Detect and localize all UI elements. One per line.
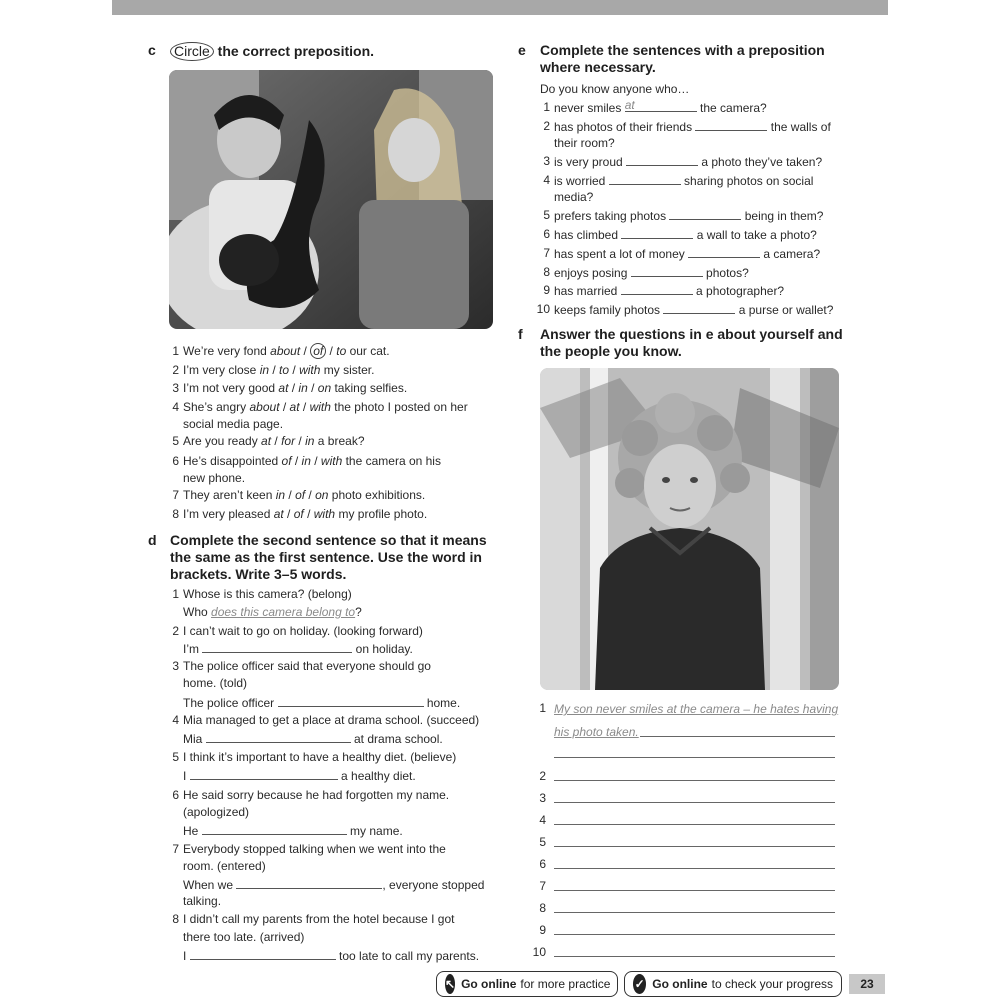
- item-text: Everybody stopped talking when we went into the: [183, 842, 446, 856]
- item-number: 7: [543, 246, 550, 260]
- preposition-option[interactable]: for: [281, 434, 296, 448]
- item-number: 4: [539, 813, 546, 827]
- answer-line[interactable]: [554, 890, 835, 891]
- item-text: home.: [423, 696, 461, 710]
- item-text: , everyone stopped: [382, 878, 485, 892]
- item-number: 5: [539, 835, 546, 849]
- item-text: on holiday.: [352, 642, 413, 656]
- checkmark-icon: ✓: [633, 974, 646, 994]
- item-text: Whose is this camera? (belong): [183, 587, 352, 601]
- answer-blank[interactable]: [621, 226, 693, 239]
- e-item-7: [543, 245, 821, 263]
- item-number: 1: [172, 587, 179, 601]
- heading-text: Answer the questions in: [540, 326, 706, 342]
- preposition-option[interactable]: of: [293, 507, 304, 521]
- item-text: I can’t wait to go on holiday. (looking forward): [183, 624, 423, 638]
- option-separator: /: [303, 507, 314, 521]
- item-number: 4: [172, 400, 179, 414]
- section-e-heading: [518, 42, 825, 76]
- item-number: 2: [172, 363, 179, 377]
- item-number: 8: [543, 265, 550, 279]
- preposition-option[interactable]: to: [279, 363, 290, 377]
- item-text: photo exhibitions.: [328, 488, 426, 502]
- d-item-7: [172, 841, 446, 858]
- e-item-1: [543, 98, 767, 117]
- option-separator: /: [300, 344, 311, 358]
- item-number: 4: [543, 173, 550, 187]
- c-item-6: [172, 453, 441, 470]
- preposition-option[interactable]: in: [301, 454, 311, 468]
- item-text: I’m not very good: [183, 381, 279, 395]
- section-letter: d: [148, 532, 157, 548]
- item-text: sharing photos on social: [680, 174, 814, 188]
- example-answer: My son never smiles at the camera – he hates having: [554, 702, 839, 716]
- item-text: has climbed: [554, 228, 622, 242]
- item-number: 3: [172, 381, 179, 395]
- item-text: the photo I posted on her: [330, 400, 468, 414]
- item-text: the camera on his: [342, 454, 441, 468]
- preposition-option[interactable]: of: [295, 488, 306, 502]
- option-separator: /: [285, 488, 296, 502]
- e-item-3: [543, 153, 823, 171]
- e-item-5: [543, 207, 824, 225]
- item-text: the camera?: [696, 101, 767, 115]
- option-separator: /: [291, 454, 302, 468]
- item-number: 9: [539, 923, 546, 937]
- e-item-4-cont: media?: [554, 190, 594, 204]
- d-item-8-cont: there too late. (arrived): [183, 930, 305, 944]
- item-number: 5: [172, 750, 179, 764]
- item-text: I’m: [183, 642, 203, 656]
- answer-line[interactable]: [554, 956, 835, 957]
- answer-blank[interactable]: [626, 153, 698, 166]
- item-number: 8: [539, 901, 546, 915]
- e-item-4: [543, 172, 814, 190]
- item-text: never smiles: [554, 101, 625, 115]
- curly-haired-boy-photo: [540, 368, 839, 690]
- answer-blank[interactable]: [190, 947, 336, 960]
- answer-line[interactable]: [554, 868, 835, 869]
- option-separator: /: [295, 434, 306, 448]
- item-number: 1: [543, 100, 550, 114]
- circled-preposition-option[interactable]: of: [310, 343, 326, 359]
- option-separator: /: [283, 507, 294, 521]
- d-item-8-answer-line: [183, 947, 479, 965]
- item-text: has photos of their friends: [554, 120, 696, 134]
- option-separator: /: [310, 454, 321, 468]
- c-item-4-cont: social media page.: [183, 417, 284, 431]
- f-example-answer-line-1: [554, 701, 838, 718]
- f-example-answer-line-2: [554, 724, 639, 741]
- answer-line[interactable]: [554, 846, 835, 847]
- item-text: a photographer?: [692, 284, 785, 298]
- item-number: 1: [172, 344, 179, 358]
- d-item-7-answer-line: [183, 876, 484, 894]
- c-item-4: [172, 399, 468, 416]
- d-item-2: [172, 623, 423, 640]
- item-number: 6: [172, 788, 179, 802]
- answer-blank[interactable]: [688, 245, 760, 258]
- preposition-option[interactable]: about: [270, 344, 301, 358]
- item-number: 2: [539, 769, 546, 783]
- item-text: He: [183, 824, 202, 838]
- item-text: He said sorry because he had forgotten my name.: [183, 788, 450, 802]
- button-label: for more practice: [520, 977, 611, 991]
- heading-text: about yourself and: [713, 326, 843, 342]
- circled-word: Circle: [170, 42, 214, 61]
- item-text: She’s angry: [183, 400, 250, 414]
- answer-blank[interactable]: [695, 118, 767, 131]
- answer-line[interactable]: [554, 780, 835, 781]
- answer-blank[interactable]: [663, 301, 735, 314]
- item-text: ?: [355, 605, 362, 619]
- answer-line[interactable]: [554, 824, 835, 825]
- answer-blank[interactable]: [202, 640, 352, 653]
- answer-blank[interactable]: [609, 172, 681, 185]
- preposition-option[interactable]: with: [313, 507, 336, 521]
- option-separator: /: [271, 434, 282, 448]
- item-text: He’s disappointed: [183, 454, 282, 468]
- heading-bold: e: [705, 326, 714, 342]
- c-item-5: [172, 433, 365, 450]
- item-number: 3: [543, 154, 550, 168]
- item-text: my profile photo.: [335, 507, 428, 521]
- top-banner: [112, 0, 888, 15]
- cursor-arrow-icon: ↖: [445, 974, 455, 994]
- item-text: I: [183, 949, 190, 963]
- item-text: a healthy diet.: [337, 769, 416, 783]
- item-text: I think it’s important to have a healthy diet. (believe): [183, 750, 457, 764]
- answer-line[interactable]: [554, 757, 835, 758]
- couple-with-cat-photo: [169, 70, 493, 329]
- preposition-option[interactable]: about: [249, 400, 280, 414]
- section-letter: f: [518, 326, 523, 342]
- item-number: 6: [543, 227, 550, 241]
- e-item-6: [543, 226, 817, 244]
- item-number: 6: [539, 857, 546, 871]
- item-text: my sister.: [320, 363, 375, 377]
- d-item-8: [172, 911, 455, 928]
- heading-text: the people you know.: [540, 343, 682, 359]
- section-f-heading: [518, 326, 843, 360]
- c-item-2: [172, 362, 375, 379]
- preposition-option[interactable]: with: [309, 400, 331, 414]
- example-answer-blank: [625, 99, 697, 112]
- c-item-6-cont: new phone.: [183, 471, 246, 485]
- item-text: is worried: [554, 174, 609, 188]
- item-number: 4: [172, 713, 179, 727]
- item-number: 8: [172, 507, 179, 521]
- item-text: Are you ready: [183, 434, 262, 448]
- preposition-option[interactable]: in: [305, 434, 315, 448]
- preposition-option[interactable]: in: [298, 381, 308, 395]
- d-item-2-answer-line: [183, 640, 413, 658]
- item-text: I didn’t call my parents from the hotel because I got: [183, 912, 455, 926]
- page-number: 23: [849, 974, 885, 994]
- preposition-option[interactable]: on: [315, 488, 329, 502]
- answer-blank[interactable]: [631, 264, 703, 277]
- item-text: I’m very close: [183, 363, 260, 377]
- item-text: a break?: [314, 434, 365, 448]
- d-item-5: [172, 749, 457, 766]
- item-number: 2: [543, 119, 550, 133]
- e-item-10: [536, 301, 834, 319]
- item-text: a wall to take a photo?: [693, 228, 817, 242]
- item-text: The police officer: [183, 696, 278, 710]
- preposition-option[interactable]: at: [278, 381, 289, 395]
- section-d-heading: [148, 532, 500, 583]
- item-text: being in them?: [741, 209, 824, 223]
- item-text: has spent a lot of money: [554, 247, 689, 261]
- item-text: a photo they’ve taken?: [698, 155, 823, 169]
- d-item-6: [172, 787, 450, 804]
- d-item-7-cont: room. (entered): [183, 859, 266, 873]
- go-online-progress-button[interactable]: [624, 971, 842, 997]
- d-item-6-cont: (apologized): [183, 805, 250, 819]
- option-separator: /: [279, 400, 290, 414]
- item-text: Mia: [183, 732, 206, 746]
- d-item-6-answer-line: [183, 822, 403, 840]
- d-item-1: [172, 586, 352, 603]
- go-online-practice-button[interactable]: [436, 971, 618, 997]
- item-number: 1: [539, 701, 546, 715]
- e-intro: Do you know anyone who…: [540, 82, 690, 96]
- item-text: keeps family photos: [554, 303, 664, 317]
- item-number: 8: [172, 912, 179, 926]
- option-separator: /: [326, 344, 337, 358]
- answer-blank[interactable]: [190, 767, 338, 780]
- item-text: a camera?: [760, 247, 821, 261]
- item-number: 10: [532, 945, 546, 959]
- answer-blank[interactable]: [202, 822, 347, 835]
- example-answer: his photo taken.: [554, 725, 639, 739]
- answer-line[interactable]: [554, 934, 835, 935]
- button-label: to check your progress: [711, 977, 833, 991]
- item-text: photos?: [702, 266, 749, 280]
- item-number: 10: [536, 302, 550, 316]
- item-text: The police officer said that everyone should go: [183, 659, 431, 673]
- e-item-2-cont: their room?: [554, 136, 615, 150]
- item-text: my name.: [346, 824, 403, 838]
- preposition-option[interactable]: with: [299, 363, 321, 377]
- option-separator: /: [305, 488, 316, 502]
- button-bold-label: Go online: [652, 977, 708, 991]
- e-item-2: [543, 118, 831, 136]
- answer-blank[interactable]: [278, 694, 424, 707]
- d-item-7-cont2: talking.: [183, 894, 222, 908]
- item-number: 9: [543, 283, 550, 297]
- d-item-3-cont: home. (told): [183, 676, 248, 690]
- item-text: I’m very pleased: [183, 507, 274, 521]
- item-text: a purse or wallet?: [735, 303, 834, 317]
- item-number: 7: [172, 488, 179, 502]
- e-item-9: [543, 282, 785, 300]
- item-text: prefers taking photos: [554, 209, 670, 223]
- item-number: 3: [539, 791, 546, 805]
- preposition-option[interactable]: of: [281, 454, 292, 468]
- item-text: our cat.: [346, 344, 390, 358]
- button-bold-label: Go online: [461, 977, 517, 991]
- c-item-8: [172, 506, 428, 523]
- section-c-heading: [148, 42, 375, 61]
- d-item-3: [172, 658, 431, 675]
- preposition-option[interactable]: with: [320, 454, 343, 468]
- c-item-1: [172, 343, 390, 360]
- preposition-option[interactable]: at: [289, 400, 300, 414]
- item-number: 5: [543, 208, 550, 222]
- item-text: I: [183, 769, 190, 783]
- answer-blank[interactable]: [669, 207, 741, 220]
- preposition-option[interactable]: at: [261, 434, 272, 448]
- option-separator: /: [289, 363, 300, 377]
- section-letter: e: [518, 42, 526, 58]
- heading-text: where necessary.: [540, 59, 656, 75]
- preposition-option[interactable]: in: [259, 363, 270, 377]
- item-text: When we: [183, 878, 237, 892]
- answer-blank[interactable]: [236, 876, 382, 889]
- item-text: at drama school.: [350, 732, 443, 746]
- d-item-5-answer-line: [183, 767, 416, 785]
- preposition-option[interactable]: to: [336, 344, 347, 358]
- preposition-option[interactable]: in: [275, 488, 286, 502]
- example-answer: does this camera belong to: [211, 605, 356, 619]
- d-item-4: [172, 712, 480, 729]
- heading-text: Complete the second sentence so that it means the same as the first sentence. Use the word in brackets. Write 3–5 words.: [170, 532, 487, 582]
- preposition-option[interactable]: on: [317, 381, 332, 395]
- d-item-1-answer-line: [183, 604, 362, 621]
- answer-line[interactable]: [554, 912, 835, 913]
- answer-line[interactable]: [554, 802, 835, 803]
- item-number: 7: [539, 879, 546, 893]
- item-number: 3: [172, 659, 179, 673]
- c-item-3: [172, 380, 408, 397]
- item-number: 2: [172, 624, 179, 638]
- item-text: taking selfies.: [331, 381, 408, 395]
- item-text: the walls of: [767, 120, 831, 134]
- d-item-4-answer-line: [183, 730, 443, 748]
- answer-blank[interactable]: [621, 282, 693, 295]
- example-answer: at: [624, 98, 635, 112]
- heading-text: Complete the sentences with a preposition: [540, 42, 825, 58]
- item-text: We’re very fond: [183, 344, 271, 358]
- item-text: too late to call my parents.: [335, 949, 480, 963]
- item-text: Who: [183, 605, 212, 619]
- item-number: 6: [172, 454, 179, 468]
- d-item-3-answer-line: [183, 694, 460, 712]
- option-separator: /: [299, 400, 310, 414]
- option-separator: /: [269, 363, 280, 377]
- preposition-option[interactable]: at: [273, 507, 284, 521]
- answer-blank[interactable]: [206, 730, 351, 743]
- answer-line[interactable]: [640, 736, 835, 737]
- option-separator: /: [307, 381, 318, 395]
- c-item-7: [172, 487, 426, 504]
- item-number: 7: [172, 842, 179, 856]
- section-letter: c: [148, 42, 156, 58]
- heading-text: the correct preposition.: [213, 43, 375, 59]
- item-text: enjoys posing: [554, 266, 631, 280]
- option-separator: /: [288, 381, 299, 395]
- e-item-8: [543, 264, 749, 282]
- item-text: is very proud: [554, 155, 627, 169]
- item-text: They aren’t keen: [183, 488, 276, 502]
- item-text: Mia managed to get a place at drama school. (succeed): [183, 713, 480, 727]
- item-text: has married: [554, 284, 621, 298]
- item-number: 5: [172, 434, 179, 448]
